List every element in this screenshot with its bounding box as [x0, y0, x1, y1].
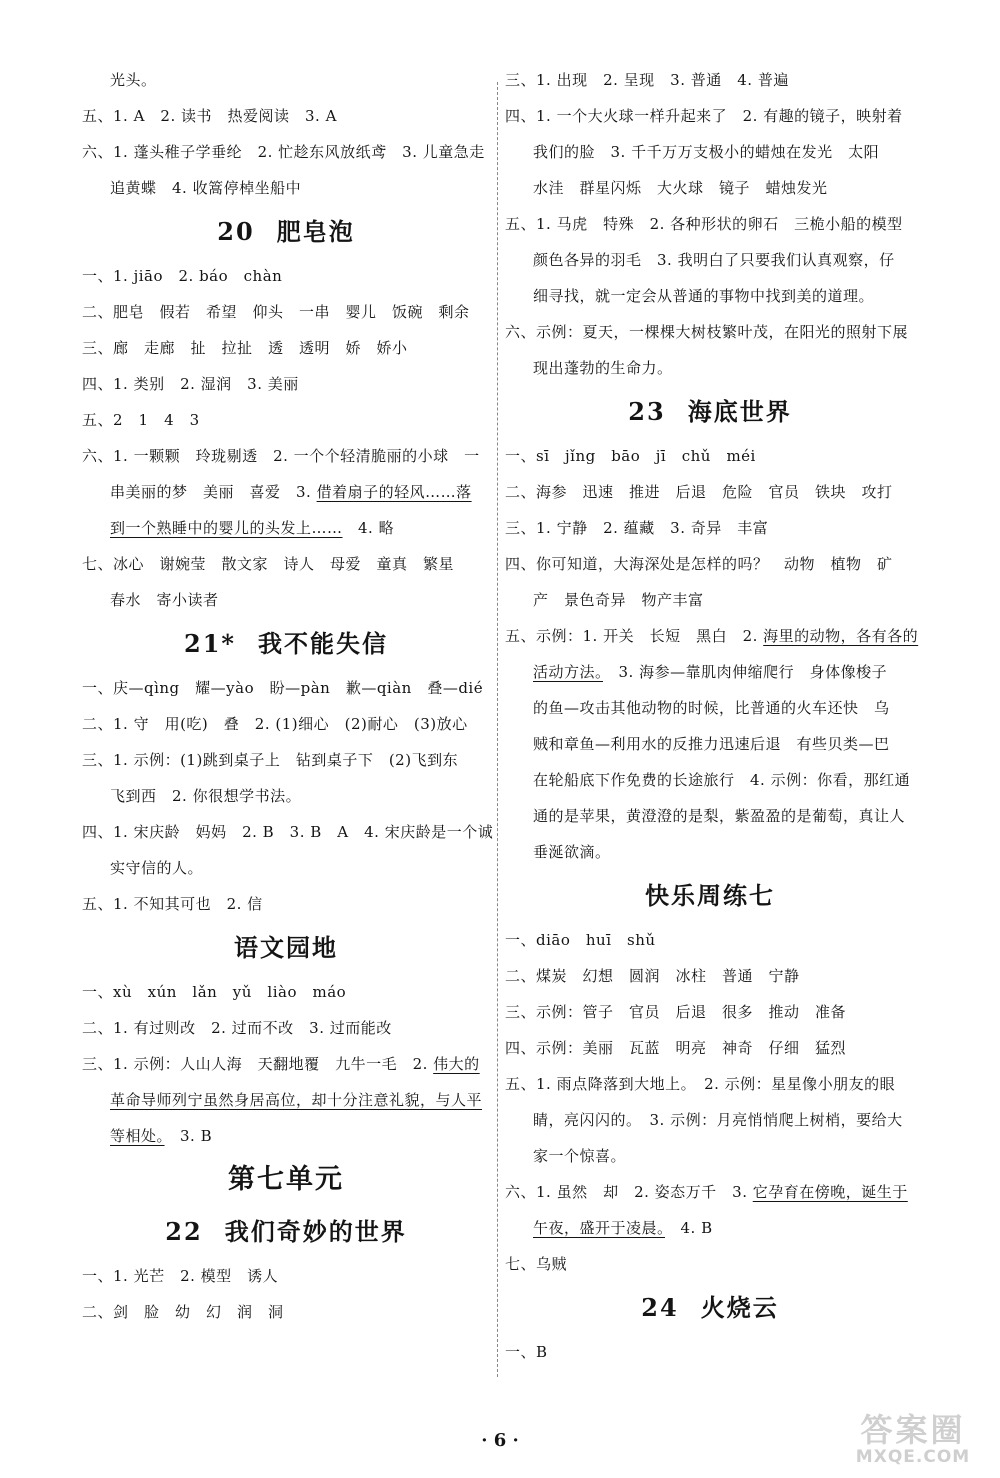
- answer-line: [82, 1018, 490, 1038]
- answer-line: [82, 266, 490, 286]
- answer-line: [505, 250, 915, 270]
- underlined-answer: 它孕育在傍晚，诞生于: [752, 1183, 908, 1201]
- lesson-title: 快乐周练七: [645, 882, 775, 910]
- column-divider: [497, 82, 498, 1377]
- answer-text: 3. B: [164, 1127, 213, 1145]
- answer-text: 五、1. 马虎 特殊 2. 各种形状的卵石 三桅小船的模型: [505, 215, 903, 233]
- answer-text: 二、剑 脸 幼 幻 润 洞: [82, 1303, 284, 1321]
- answer-text: 二、海参 迅速 推进 后退 危险 官员 铁块 攻打: [505, 483, 893, 501]
- answer-text: 4. B: [665, 1219, 713, 1237]
- answer-line: [505, 106, 915, 126]
- answer-line: [505, 842, 915, 862]
- answer-text: 六、1. 一颗颗 玲珑剔透 2. 一个个轻清脆丽的小球 一: [82, 447, 480, 465]
- answer-text: 二、1. 守 用(吃) 叠 2. (1)细心 (2)耐心 (3)放心: [82, 715, 468, 733]
- answer-text: 四、示例：美丽 瓦蓝 明亮 神奇 仔细 猛烈: [505, 1039, 847, 1057]
- answer-text: 七、乌贼: [505, 1255, 568, 1273]
- answer-line: [82, 70, 490, 90]
- answer-text: 五、1. A 2. 读书 热爱阅读 3. A: [82, 107, 337, 125]
- answer-line: [505, 1074, 915, 1094]
- answer-line: [505, 966, 915, 986]
- answer-text: 实守信的人。: [110, 859, 204, 877]
- answer-line: [505, 1218, 915, 1238]
- answer-line: [505, 626, 919, 646]
- answer-text: 贼和章鱼—利用水的反推力迅速后退 有些贝类—巴: [533, 735, 890, 753]
- answer-text: 六、示例：夏天，一棵棵大树枝繁叶茂，在阳光的照射下展: [505, 323, 909, 341]
- lesson-title: 第七单元: [228, 1164, 344, 1195]
- answer-line: [82, 302, 490, 322]
- answer-line: [82, 590, 490, 610]
- answer-text: 一、B: [505, 1343, 548, 1361]
- answer-line: [82, 178, 490, 198]
- answer-line: [505, 482, 915, 502]
- answer-text: 五、示例：1. 开关 长短 黑白 2.: [505, 627, 764, 645]
- answer-text: 水洼 群星闪烁 大火球 镜子 蜡烛发光: [533, 179, 828, 197]
- section-heading: [82, 930, 490, 966]
- answer-text: 四、1. 类别 2. 湿润 3. 美丽: [82, 375, 299, 393]
- answer-text: 串美丽的梦 美丽 喜爱 3.: [110, 483, 317, 501]
- answer-line: [82, 714, 490, 734]
- answer-text: 垂涎欲滴。: [533, 843, 611, 861]
- answer-line: [82, 1090, 490, 1110]
- answer-text: 三、1. 出现 2. 呈现 3. 普通 4. 普遍: [505, 71, 789, 89]
- answer-line: [82, 410, 490, 430]
- answer-line: [505, 1038, 915, 1058]
- answer-line: [505, 142, 915, 162]
- answer-line: [505, 286, 915, 306]
- answer-line: [505, 1182, 915, 1202]
- answer-text: 一、xù xún lǎn yǔ liào máo: [82, 983, 347, 1001]
- section-heading: [82, 1214, 490, 1250]
- answer-line: [82, 982, 490, 1002]
- answer-text: 六、1. 蓬头稚子学垂纶 2. 忙趁东风放纸鸢 3. 儿童急走: [82, 143, 485, 161]
- answer-text: 通的是苹果，黄澄澄的是梨，紫盈盈的是葡萄，真让人: [533, 807, 906, 825]
- answer-line: [505, 662, 915, 682]
- answer-text: 的鱼—攻击其他动物的时候，比普通的火车还快 乌: [533, 699, 890, 717]
- answer-text: 在轮船底下作免费的长途旅行 4. 示例：你看，那红通: [533, 771, 911, 789]
- answer-text: 二、1. 有过则改 2. 过而不改 3. 过而能改: [82, 1019, 392, 1037]
- lesson-number: 24: [641, 1293, 679, 1322]
- answer-text: 4. 略: [342, 519, 395, 537]
- answer-text: 五、1. 不知其可也 2. 信: [82, 895, 263, 913]
- answer-line: [82, 482, 490, 502]
- answer-text: 光头。: [110, 71, 157, 89]
- answer-text: 睛，亮闪闪的。 3. 示例：月亮悄悄爬上树梢，要给大: [533, 1111, 903, 1129]
- answer-line: [505, 446, 915, 466]
- answer-line: [505, 70, 915, 90]
- answer-text: 现出蓬勃的生命力。: [533, 359, 673, 377]
- answer-line: [505, 214, 915, 234]
- lesson-title: 火烧云: [700, 1294, 779, 1322]
- answer-text: 四、1. 宋庆龄 妈妈 2. B 3. B A 4. 宋庆龄是一个诚: [82, 823, 494, 841]
- lesson-title: 我不能失信: [257, 630, 388, 658]
- answer-line: [505, 1110, 915, 1130]
- answer-text: 三、1. 宁静 2. 蕴藏 3. 奇异 丰富: [505, 519, 769, 537]
- answer-line: [82, 338, 490, 358]
- answer-text: 六、1. 虽然 却 2. 姿态万千 3.: [505, 1183, 753, 1201]
- answer-text: 二、煤炭 幻想 圆润 冰柱 普通 宁静: [505, 967, 800, 985]
- right-column: [505, 70, 919, 1378]
- underlined-answer: 借着扇子的轻风……落: [316, 483, 472, 501]
- lesson-number: 21*: [184, 629, 236, 658]
- answer-line: [82, 894, 490, 914]
- answer-line: [505, 770, 915, 790]
- answer-text: 家一个惊喜。: [533, 1147, 627, 1165]
- answer-line: [82, 106, 490, 126]
- answer-line: [505, 1002, 915, 1022]
- answer-line: [505, 698, 915, 718]
- left-column: [82, 70, 494, 1338]
- underlined-answer: 活动方法。: [533, 663, 604, 681]
- answer-text: 细寻找，就一定会从普通的事物中找到美的道理。: [533, 287, 875, 305]
- answer-text: 一、1. jiāo 2. báo chàn: [82, 267, 283, 285]
- answer-text: 四、1. 一个大火球一样升起来了 2. 有趣的镜子，映射着: [505, 107, 903, 125]
- answer-text: 我们的脸 3. 千千万万支极小的蜡烛在发光 太阳: [533, 143, 880, 161]
- underlined-answer: 伟大的: [433, 1055, 480, 1073]
- watermark-text: 答案圈: [860, 1411, 966, 1449]
- section-heading: [505, 394, 915, 430]
- underlined-answer: 海里的动物，各有各的: [763, 627, 919, 645]
- page-number: · 6 ·: [481, 1430, 519, 1451]
- answer-line: [505, 358, 915, 378]
- answer-text: 3. 海参—靠肌肉伸缩爬行 身体像梭子: [603, 663, 888, 681]
- watermark-logo: [838, 1412, 988, 1470]
- answer-text: 追黄蝶 4. 收篙停棹坐船中: [110, 179, 302, 197]
- underlined-answer: 午夜，盛开于凌晨。: [533, 1219, 666, 1237]
- lesson-number: 23: [628, 397, 666, 426]
- answer-line: [82, 678, 490, 698]
- answer-line: [82, 1266, 490, 1286]
- answer-line: [82, 1054, 490, 1074]
- lesson-number: 22: [165, 1217, 203, 1246]
- answer-text: 五、2 1 4 3: [82, 411, 200, 429]
- answer-line: [82, 822, 494, 842]
- answer-line: [82, 1126, 490, 1146]
- answer-text: 春水 寄小读者: [110, 591, 219, 609]
- answer-line: [505, 1254, 915, 1274]
- answer-line: [505, 1146, 915, 1166]
- answer-text: 一、diāo huī shǔ: [505, 931, 656, 949]
- lesson-title: 海底世界: [687, 398, 792, 426]
- answer-text: 三、示例：管子 官员 后退 很多 推动 准备: [505, 1003, 847, 1021]
- answer-line: [82, 1302, 490, 1322]
- answer-line: [505, 806, 915, 826]
- answer-line: [82, 750, 490, 770]
- answer-text: 二、肥皂 假若 希望 仰头 一串 婴儿 饭碗 剩余: [82, 303, 470, 321]
- watermark-url: MXQE.COM: [855, 1447, 971, 1467]
- answer-line: [505, 930, 915, 950]
- answer-text: 七、冰心 谢婉莹 散文家 诗人 母爱 童真 繁星: [82, 555, 455, 573]
- answer-line: [505, 590, 915, 610]
- answer-line: [82, 554, 490, 574]
- lesson-title: 肥皂泡: [276, 218, 355, 246]
- answer-line: [82, 786, 490, 806]
- answer-line: [505, 1342, 915, 1362]
- section-heading: [82, 214, 490, 250]
- answer-text: 三、1. 示例：(1)跳到桌子上 钻到桌子下 (2)飞到东: [82, 751, 459, 769]
- answer-text: 三、廊 走廊 扯 拉扯 透 透明 娇 娇小: [82, 339, 408, 357]
- underlined-answer: 等相处。: [110, 1127, 165, 1145]
- section-heading: [82, 1162, 490, 1198]
- answer-text: 飞到西 2. 你很想学书法。: [110, 787, 302, 805]
- answer-text: 五、1. 雨点降落到大地上。 2. 示例：星星像小朋友的眼: [505, 1075, 896, 1093]
- underlined-answer: 到一个熟睡中的婴儿的头发上……: [110, 519, 343, 537]
- answer-text: 一、1. 光芒 2. 模型 诱人: [82, 1267, 279, 1285]
- answer-text: 三、1. 示例：人山人海 天翻地覆 九牛一毛 2.: [82, 1055, 434, 1073]
- lesson-title: 语文园地: [234, 934, 338, 962]
- lesson-number: 20: [217, 217, 255, 246]
- section-heading: [505, 878, 915, 914]
- answer-line: [505, 554, 915, 574]
- answer-line: [505, 322, 915, 342]
- answer-line: [505, 178, 915, 198]
- answer-line: [82, 374, 490, 394]
- answer-line: [82, 518, 490, 538]
- section-heading: [82, 626, 490, 662]
- answer-line: [82, 858, 490, 878]
- answer-line: [82, 446, 490, 466]
- section-heading: [505, 1290, 915, 1326]
- answer-line: [505, 734, 915, 754]
- answer-text: 一、庆—qìng 耀—yào 盼—pàn 歉—qiàn 叠—dié: [82, 679, 484, 697]
- answer-text: 颜色各异的羽毛 3. 我明白了只要我们认真观察，仔: [533, 251, 895, 269]
- answer-text: 四、你可知道，大海深处是怎样的吗？ 动物 植物 矿: [505, 555, 893, 573]
- underlined-answer: 革命导师列宁虽然身居高位，却十分注意礼貌，与人平: [110, 1091, 483, 1109]
- lesson-title: 我们奇妙的世界: [224, 1218, 407, 1246]
- answer-line: [505, 518, 915, 538]
- answer-text: 产 景色奇异 物产丰富: [533, 591, 704, 609]
- answer-text: 一、sī jǐng bāo jī chǔ méi: [505, 447, 756, 465]
- answer-line: [82, 142, 490, 162]
